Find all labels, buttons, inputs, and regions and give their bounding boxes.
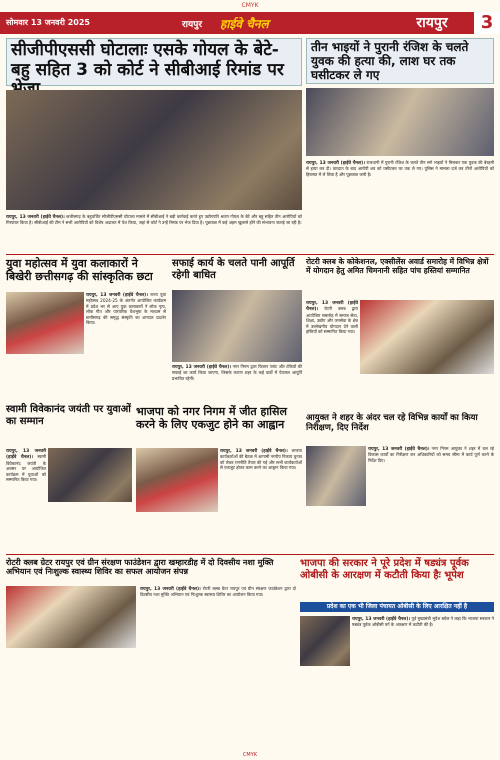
story-10-headline[interactable]: भाजपा की सरकार ने पूरे प्रदेश में षड्यंत्र पूर्वक ओबीसी के आरक्षण में कटौती किया हैः भूपेश bbox=[300, 558, 469, 581]
story-9-body bbox=[140, 586, 296, 746]
story-1-byline: रायपुर, 13 जनवरी (हाईवे चैनल)। bbox=[6, 215, 65, 220]
story-4-byline: रायपुर, 13 जनवरी (हाईवे चैनल)। bbox=[172, 365, 231, 370]
divider bbox=[6, 554, 494, 555]
story-8-headline[interactable]: आयुक्त ने शहर के अंदर चल रहे विभिन्न कार्यों का किया निरीक्षण, दिए निर्देश bbox=[306, 413, 478, 433]
story-6-headline[interactable]: स्वामी विवेकानंद जयंती पर युवाओं का सम्मान bbox=[6, 404, 131, 427]
masthead bbox=[0, 12, 500, 34]
story-8-headline-box bbox=[306, 414, 494, 444]
divider bbox=[6, 254, 494, 255]
story-9-byline: रायपुर, 13 जनवरी (हाईवे चैनल)। bbox=[140, 587, 201, 592]
story-2-photo bbox=[306, 88, 494, 156]
story-4-headline-box bbox=[172, 258, 302, 288]
issue-date: सोमवार 13 जनवरी 2025 bbox=[6, 18, 90, 27]
story-2-body bbox=[306, 160, 494, 252]
story-9-headline[interactable]: रोटरी क्लब ग्रेटर रायपुर एवं ग्रीन संरक्षण फाउंडेशन द्वारा खम्हारडीह में दो दिवसीय नशा मुक्ति अभियान एवं निःशुल्क स्वास्थ्य शिविर का सफल आयोजन संपन्न bbox=[6, 558, 274, 577]
story-8-photo bbox=[306, 446, 366, 506]
story-1-text: छत्तीसगढ़ के बहुचर्चित सीजीपीएससी घोटाला मामले में सीबीआई ने बड़ी कार्रवाई करते हुए उद्योगपति श्रवण गोयल के बेटे और बहू सहित तीन आरोपियों को गिरफ्तार किया है। सीबीआई की टीम ने सभी आरोपियों को विशेष अदालत में पेश किया, जहां से कोर्ट ने उन्हें रिमांड पर भेज दिया है। पूछताछ में कई अहम खुलासे होने की संभावना जताई जा रही है। bbox=[6, 214, 302, 226]
story-4-headline[interactable]: सफाई कार्य के चलते पानी आपूर्ति रहेगी बाधित bbox=[172, 258, 295, 281]
story-5-body bbox=[306, 300, 358, 410]
story-5-text: रोटरी क्लब द्वारा आयोजित समारोह में समाज सेवा, शिक्षा, उद्योग और जनसेवा के क्षेत्र में उल्लेखनीय योगदान देने वाली हस्तियों को सम्मानित किया गया। bbox=[306, 306, 358, 335]
story-4-body bbox=[172, 364, 302, 404]
story-3-photo bbox=[6, 292, 84, 354]
story-8-byline: रायपुर, 13 जनवरी (हाईवे चैनल)। bbox=[368, 447, 430, 452]
story-4-photo bbox=[172, 290, 302, 362]
story-4-text: नगर निगम द्वारा फिल्टर प्लांट और टंकियों की सफाई का कार्य किया जाएगा, जिसके कारण शहर के कई वार्डों में पेयजल आपूर्ति प्रभावित रहेगी। bbox=[172, 364, 302, 381]
page-number: 3 bbox=[474, 12, 500, 34]
story-6-photo bbox=[48, 448, 132, 502]
story-1-body bbox=[6, 214, 302, 250]
story-7-headline[interactable]: भाजपा को नगर निगम में जीत हासिल करने के लिए एकजुट होने का आह्वान bbox=[136, 405, 287, 431]
story-1-photo bbox=[6, 90, 302, 210]
story-6-byline: रायपुर, 13 जनवरी (हाईवे चैनल)। bbox=[6, 449, 46, 461]
story-9-text: रोटरी क्लब ग्रेटर रायपुर एवं ग्रीन संरक्षण फाउंडेशन द्वारा दो दिवसीय नशा मुक्ति अभियान एवं निःशुल्क स्वास्थ्य शिविर का आयोजन किया गया। bbox=[140, 586, 296, 598]
section-title: रायपुर bbox=[416, 15, 448, 31]
story-3-headline[interactable]: युवा महोत्सव में युवा कलाकारों ने बिखेरी छत्तीसगढ़ की सांस्कृतिक छटा bbox=[6, 257, 153, 283]
story-7-headline-box bbox=[136, 406, 302, 446]
story-1-headline-box bbox=[6, 38, 302, 86]
story-2-text: राजधानी में पुरानी रंजिश के चलते तीन सगे भाइयों ने मिलकर एक युवक की बेरहमी से हत्या कर दी। वारदात के बाद आरोपी शव को घसीटकर घर तक ले गए। पुलिस ने मामला दर्ज कर तीनों आरोपियों को हिरासत में ले लिया है और पूछताछ जारी है। bbox=[306, 160, 494, 177]
story-2-headline-box bbox=[306, 38, 494, 84]
story-9-photo bbox=[6, 586, 136, 648]
footer-registration-mark: CMYK bbox=[242, 752, 258, 758]
story-1-headline[interactable]: सीजीपीएससी घोटालाः एसके गोयल के बेटे-बहु सहित 3 को कोर्ट ने सीबीआई रिमांड पर bbox=[11, 40, 284, 80]
story-10-kicker: प्रदेश का एक भी जिला पंचायत ओबीसी के लिए आरक्षित नहीं है bbox=[300, 602, 494, 612]
story-7-photo bbox=[136, 448, 218, 512]
story-9-headline-box bbox=[6, 558, 296, 584]
story-7-body bbox=[220, 448, 302, 552]
story-2-headline[interactable]: तीन भाइयों ने पुरानी रंजिश के चलते युवक की हत्या की, लाश घर तक घसीटकर ले गए bbox=[311, 40, 469, 82]
story-10-photo bbox=[300, 616, 350, 666]
story-10-body bbox=[352, 616, 494, 746]
edition-city: रायपुर bbox=[182, 20, 203, 30]
story-6-text: स्वामी विवेकानंद जयंती के अवसर पर आयोजित कार्यक्रम में युवाओं को सम्मानित किया गया। bbox=[6, 454, 46, 483]
story-6-headline-box bbox=[6, 404, 132, 444]
story-3-body bbox=[86, 292, 166, 402]
story-3-byline: रायपुर, 13 जनवरी (हाईवे चैनल)। bbox=[86, 293, 148, 298]
story-5-headline-box bbox=[306, 258, 494, 298]
story-8-text: नगर निगम आयुक्त ने शहर में चल रहे विकास कार्यों का निरीक्षण कर अधिकारियों को समय सीमा में कार्य पूर्ण करने के निर्देश दिए। bbox=[368, 446, 494, 463]
newspaper-logo: हाईवे चैनल bbox=[220, 17, 269, 31]
story-10-text: पूर्व मुख्यमंत्री भूपेश बघेल ने कहा कि भाजपा सरकार ने षड्यंत्र पूर्वक ओबीसी वर्ग के आरक्षण में कटौती की है। bbox=[352, 616, 494, 628]
story-5-byline: रायपुर, 13 जनवरी (हाईवे चैनल)। bbox=[306, 301, 358, 313]
story-3-headline-box bbox=[6, 258, 166, 290]
story-10-byline: रायपुर, 13 जनवरी (हाईवे चैनल)। bbox=[352, 617, 411, 622]
story-7-byline: रायपुर, 13 जनवरी (हाईवे चैनल)। bbox=[220, 449, 288, 454]
story-3-text: राज्य युवा महोत्सव 2024-25 के अंतर्गत आयोजित कार्यक्रम में प्रदेश भर से आए युवा कलाकारों ने लोक नृत्य, लोक गीत और पारंपरिक वेशभूषा के माध्यम से छत्तीसगढ़ की समृद्ध संस्कृति का शानदार प्रदर्शन किया। bbox=[86, 292, 166, 326]
story-2-byline: रायपुर, 13 जनवरी (हाईवे चैनल)। bbox=[306, 161, 365, 166]
color-registration-strip: CMYK bbox=[0, 0, 500, 12]
story-10-headline-box bbox=[300, 558, 494, 602]
story-5-headline[interactable]: रोटरी क्लब के कोकेशनल, एक्सीलेंस अवार्ड समारोह में विभिन्न क्षेत्रों में योगदान हेतु अमित चिमनानी सहित पांच हस्तियां सम्मानित bbox=[306, 257, 489, 275]
story-7-text: भाजपा कार्यकर्ताओं की बैठक में आगामी नगरीय निकाय चुनाव को लेकर रणनीति तैयार की गई और सभी कार्यकर्ताओं से एकजुट होकर काम करने का आह्वान किया गया। bbox=[220, 448, 302, 471]
story-6-body bbox=[6, 448, 46, 548]
story-8-body bbox=[368, 446, 494, 550]
story-5-photo bbox=[360, 300, 494, 374]
